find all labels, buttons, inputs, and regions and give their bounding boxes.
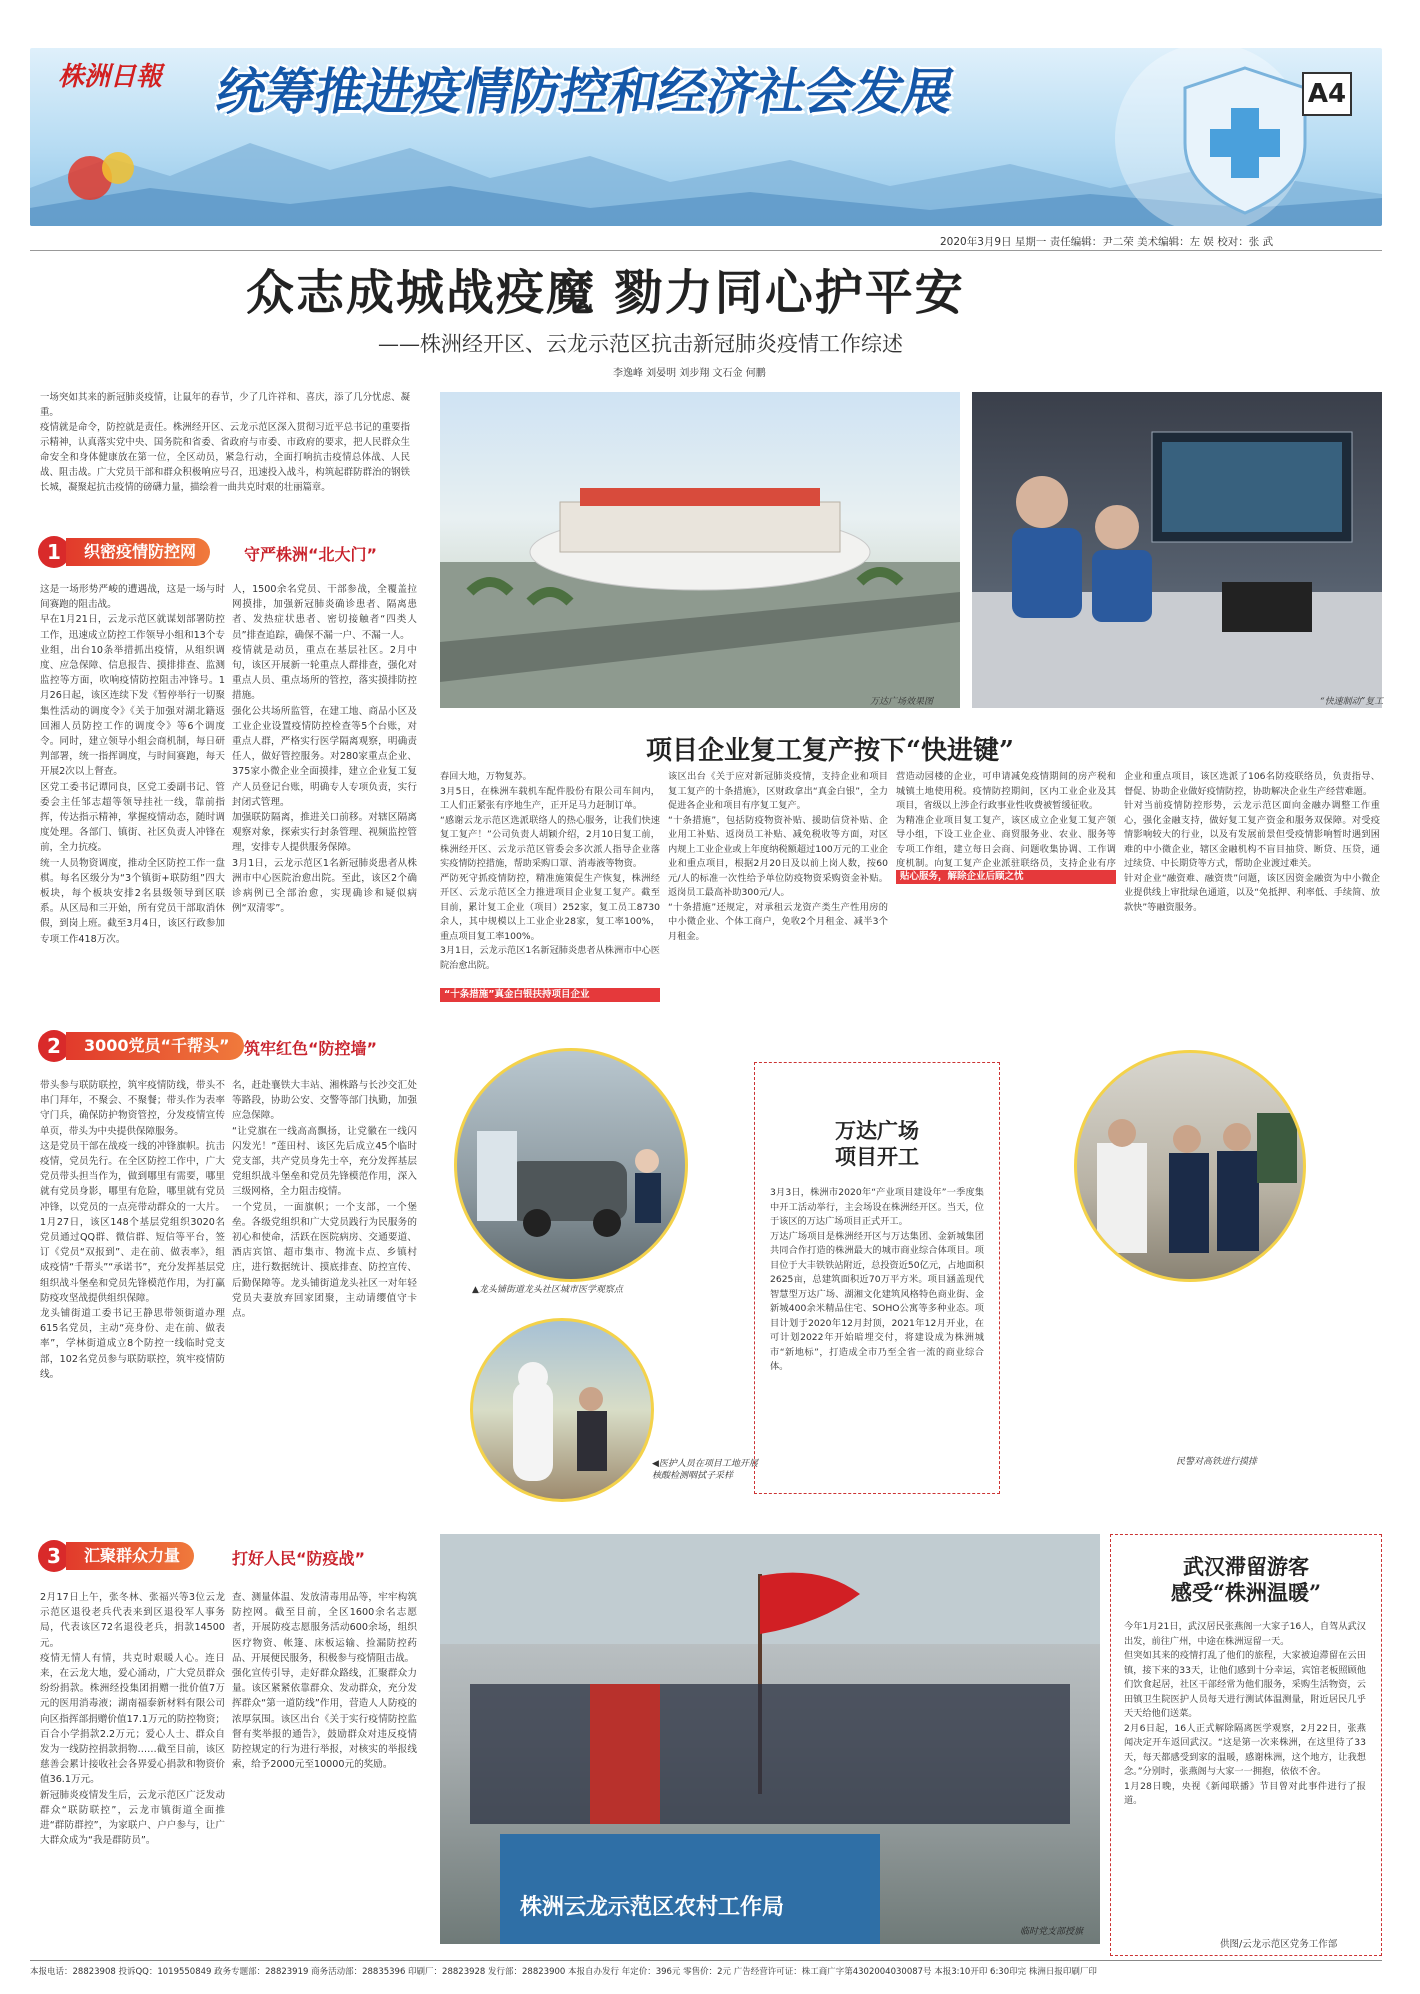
- caption-wanda-render: 万达广场效果图: [870, 697, 934, 707]
- wanda-article-body: 3月3日，株洲市2020年“产业项目建设年”一季度集中开工活动举行，主会场设在株洲经开区。当天，位于该区的万达广场项目正式开工。 万达广场项目是株洲经开区与万达集团、金新城集团共同合作打造的株洲最大的城市商业综合体项目。项目位于大丰铁铁站附近，总投资近50亿元，占地面积2625亩，总建筑面积近70万平方米。项目涵盖现代智慧型万达广场、湖湘文化建筑风格特色商业街、金新城400余米精品住宅、SOHO公寓等多种业态。项目计划于2020年12月封顶，2021年12月开业，在可计划2022年开始暗埋交付，将建设成为株洲城市“新地标”，打造成全市乃至全省一流的商业综合体。: [770, 1187, 984, 1372]
- middle-column-1: 春回大地，万物复苏。 3月5日，在株洲车载机车配件股份有限公司车间内，工人们正紧张有序地生产，正开足马力赶制订单。 “感谢云龙示范区选派联络人的热心服务，让我们快速复工复产！”公司负责人胡颖介绍，2月10日复工前，株洲经开区、云龙示范区管委会多次派人指导企业落实疫情防控措施，帮助采购口罩、消毒液等物资。 严防死守抓疫情防控，精准施策促生产恢复，株洲经开区、云龙示范区全力推进项目企业复工复产。截至目前，累计复工企业（项目）252家，复工员工8730余人，其中规模以上工业企业28家，复工率100%，重点项目复工率100%。 3月1日，云龙示范区1名新冠肺炎患者从株洲市中心医院治愈出院。: [440, 771, 660, 970]
- page-number: A4: [1302, 72, 1352, 116]
- section-1-column-1: 这是一场形势严峻的遭遇战，这是一场与时间赛跑的阻击战。 早在1月21日，云龙示范区就谋划部署防控工作，迅速成立防控工作领导小组和13个专业组，出台10条举措抓出疫情，从组织调度、应急保障、信息报告、摸排排查、监测监控等方面，吹响疫情防控阻击冲锋号。1月26日起，该区连续下发《暂停举行一切聚集性活动的调度令》《关于加强对湖北籍返回湘人员防控工作的调度令》等6个调度令。同时，建立领导小组会商机制，每日研判部署，统一指挥调度，与时间赛跑，每天开展2次以上督查。 区党工委书记谭同良，区党工委副书记、管委会主任邹志超等领导挂社一线，靠前指挥，传达指示精神，掌握疫情动态，随时调度处理。各部门、镇街、社区负责人冲锋在前，全力抗疫。 统一人员物资调度，推动全区防控工作一盘棋。每名区级分为“3个镇街+联防组”四大板块，每个板块安排2名县级领导到区联系。从区局和三开始，所有党员干部取消休假，到岗上班。截至3月4日，该区行政参加专项工作418万次。: [40, 584, 225, 945]
- lead-paragraph: 一场突如其来的新冠肺炎疫情，让鼠年的春节，少了几许祥和、喜庆，添了几分忧虑、凝重。 疫情就是命令，防控就是责任。株洲经开区、云龙示范区深入贯彻习近平总书记的重要指示精神，认真落实党中央、国务院和省委、省政府与市委、市政府的要求，把人民群众生命安全和身体健康放在第一位，全区动员，紧急行动，全面打响抗击疫情总体战、人民战、阻击战。广大党员干部和群众积极响应号召，迅速投入战斗，构筑起群防群治的钢铁长城，凝聚起抗击疫情的磅礴力量，描绘着一曲共克时艰的壮丽篇章。: [40, 392, 410, 493]
- wuhan-title-line-1: 武汉滞留游客: [1183, 1554, 1309, 1579]
- footer: 本报电话：28823908 投诉QQ：1019550849 政务专题部：28823919 商务活动部：28835396 印刷厂：28823928 发行部：28823900 本报自办发行 年定价：396元 零售价：2元 广告经营许可证：株工商广字第4302004030087号 本报3:10开印 6:30印完 株洲日报印刷厂印: [30, 1960, 1382, 1977]
- group-banner-text: 株洲云龙示范区农村工作局: [520, 1895, 785, 1920]
- photo-credit: 供图/云龙示范区党务工作部: [1220, 1939, 1338, 1950]
- middle-highlight-2: 贴心服务，解除企业后顾之忧: [896, 870, 1116, 884]
- caption-group: 临时党支部授旗: [1020, 1927, 1084, 1937]
- wanda-title-line-1: 万达广场: [835, 1118, 919, 1143]
- middle-column-3: 营造动园楼的企业，可申请减免疫情期间的房产税和城镇土地使用税。疫情防控期间，区内工业企业及其项目，省级以上涉企行政事业性收费被暂缓征收。 为精准企业项目复工复产，该区成立企业复工复产领导小组，下设工业企业、商贸服务业、农业、服务等专项工作组，建立每日会商、问题收集协调、工作调度机制。向复工复产企业派驻联络员，支持企业有序: [896, 771, 1116, 869]
- section-3-column-2: 查、测量体温、发放清毒用品等，牢牢构筑防控网。截至目前，全区1600余名志愿者，开展防疫志愿服务活动600余场，组织医疗物资、帐篷、床板运输、捡漏防控药品、开展便民服务，积极参与疫情阻击战。 强化宣传引导，走好群众路线，汇聚群众力量。该区紧紧依靠群众、发动群众，充分发挥群众“第一道防线”作用，营造人人防疫的浓厚氛围。该区出台《关于实行疫情防控监督有奖举报的通告》，鼓励群众对违反疫情防控规定的行为进行举报，对核实的举报线索，给予2000元至10000元的奖励。: [232, 1592, 417, 1771]
- section-1-subtitle: 守严株洲“北大门”: [244, 545, 378, 564]
- wuhan-article-title: [1110, 1554, 1382, 1606]
- headline-main: 众志成城战疫魔 勠力同心护平安: [246, 265, 965, 321]
- banner-title: 统筹推进疫情防控和经济社会发展: [212, 63, 958, 121]
- caption-police: 民警对高铁进行摸排: [1176, 1457, 1258, 1467]
- wanda-article-title: [754, 1118, 1000, 1170]
- wuhan-article-body: 今年1月21日，武汉居民张燕阁一大家子16人，自驾从武汉出发，前往广州，中途在株洲逗留一天。 但突如其来的疫情打乱了他们的旅程，大家被迫滞留在云田镇，接下来的33天，让他们感到十分幸运，宾馆老板照顾他们饮食起居，社区干部经常为他们服务，采购生活物资，云田镇卫生院医护人员每天进行测试体温测量，附近居民几乎天天给他们送菜。 2月6日起，16人正式解除隔离医学观察，2月22日，张燕闻决定开车返回武汉。“这是第一次来株洲，在这里待了33天，每天都感受到家的温暖，感谢株洲，这个地方，让我想念。”分别时，张燕阁与大家一一拥抱，依依不舍。 1月28日晚，央视《新闻联播》节目曾对此事件进行了报道。: [1124, 1621, 1366, 1806]
- headline-sub: ——株洲经开区、云龙示范区抗击新冠肺炎疫情工作综述: [378, 332, 903, 356]
- section-3-subtitle: 打好人民“防疫战”: [232, 1549, 366, 1568]
- section-2-column-2: 名，赶赴襄铁大丰站、湘株路与长沙交汇处等路段，协助公安、交警等部门执勤，加强应急保障。 “让党旗在一线高高飘扬，让党徽在一线闪闪发光！”莲田村、该区先后成立45个临时党支部，共产党员身先士卒，充分发挥基层党组织战斗堡垒和党员先锋模范作用，深入三级网格，全力阻击疫情。 一个党员，一面旗帜；一个支部，一个堡垒。各级党组织和广大党员践行为民服务的初心和使命，活跃在医院病房、交通要道、酒店宾馆、超市集市、物流卡点、乡镇村庄，进行数据统计、摸底排查、防控宣传、后勤保障等。龙头铺街道龙头社区一对年轻党员夫妻放弃回家团聚，主动请缨值守卡点。: [232, 1080, 417, 1320]
- wuhan-title-line-2: 感受“株洲温暖”: [1170, 1580, 1322, 1605]
- section-1-number: 1: [38, 536, 70, 568]
- section-2-column-1: 带头参与联防联控，筑牢疫情防线，带头不串门拜年，不聚会、不聚餐；带头作为表率守门兵，确保防护物资管控，分发疫情宣传单页，带头为中央提供保障服务。 这是党员干部在战疫一线的冲锋旗帜。抗击疫情，党员先行。在全区防控工作中，广大党员带头担当作为，做到哪里有需要，哪里就有党员身影，哪里有危险，哪里就有党员冲锋，以党员的一点亮带动群众的一大片。1月27日，该区148个基层党组织3020名党员通过QQ群、微信群、短信等平台，签订《党员“双报到”、走在前、做表率》，组成疫情“千帮头”“承诺书”，充分发挥基层党组织战斗堡垒和党员先锋模范作用，为打赢防疫攻坚战提供组织保障。 龙头铺街道工委书记王静思带领街道办理615名党员，主动“亮身份、走在前、做表率”，学林街道成立8个防控一线临时党支部，102名党员参与联防联控，筑牢疫情防线。: [40, 1080, 225, 1380]
- factory-control-room-photo: [972, 392, 1382, 708]
- section-3-number: 3: [38, 1540, 70, 1572]
- bylines: 李逸峰 刘晏明 刘步翔 文石金 何鹏: [613, 368, 766, 379]
- section-2-subtitle: 筑牢红色“防控墙”: [244, 1039, 378, 1058]
- section-1-tag: 织密疫情防控网: [66, 538, 210, 566]
- caption-checkpoint: ▲龙头铺街道龙头社区城市医学观察点: [472, 1285, 623, 1295]
- middle-article-title: 项目企业复工复产按下“快进键”: [646, 736, 1014, 766]
- group-flag-photo: [440, 1534, 1100, 1944]
- checkpoint-round-photo: [454, 1048, 688, 1282]
- caption-medical: ◀医护人员在项目工地开展核酸检测咽拭子采样: [652, 1459, 758, 1481]
- section-2-tag: 3000党员“千帮头”: [66, 1032, 244, 1060]
- divider: [30, 250, 1382, 251]
- caption-factory: “快速制动”复工: [1320, 697, 1384, 707]
- newspaper-logo: 株洲日報: [58, 62, 163, 92]
- middle-highlight-1: “十条措施”真金白银扶持项目企业: [440, 988, 660, 1002]
- section-1-column-2: 人，1500余名党员、干部参战，全覆盖拉网摸排，加强新冠肺炎确诊患者、隔离患者、发热症状患者、密切接触者“四类人员”排查追踪，确保不漏一户、不漏一人。 疫情就是动员，重点在基层社区。2月中旬，该区开展新一轮重点人群排查，强化对重点人员、重点场所的管控，落实摸排防控措施。 强化公共场所监管，在建工地、商品小区及工业企业设置疫情防控检查等5个台账，对重点人群，严格实行医学隔离观察，明确责任人，做好管控服务。对280家重点企业、375家小微企业全面摸排，建立企业复工复产人员登记台账，明确专人专项负责，实行封闭式管理。 加强联防隔离，推进关口前移。对辖区隔离观察对象，探索实行封条管理、视频监控管理，安排专人提供服务保障。 3月1日，云龙示范区1名新冠肺炎患者从株洲市中心医院治愈出院。至此，该区2个确诊病例已全部治愈，实现确诊和疑似病例“双清零”。: [232, 584, 417, 915]
- wanda-title-line-2: 项目开工: [835, 1144, 919, 1169]
- section-3-tag: 汇聚群众力量: [66, 1542, 194, 1570]
- editor-line: 2020年3月9日 星期一 责任编辑：尹二荣 美术编辑：左 娱 校对：张 武: [940, 236, 1274, 248]
- section-3-column-1: 2月17日上午，张冬林、张福兴等3位云龙示范区退役老兵代表来到区退役军人事务局，代表该区72名退役老兵，捐款14500元。 疫情无情人有情，共克时艰暖人心。连日来，在云龙大地，爱心涌动，广大党员群众纷纷捐款。株洲经投集团捐赠一批价值7万元的医用消毒液；湖南福泰新材料有限公司向区指挥部捐赠价值17.1万元的防控物资；百合小学捐款2.2万元；爱心人士、群众自发为一线防控捐款捐物……截至目前，该区慈善会累计接收社会各界爱心捐款和物资价值36.1万元。 新冠肺炎疫情发生后，云龙示范区广泛发动群众“联防联控”，云龙市镇街道全面推进“群防群控”，为家联户、户户参与，让广大群众成为“我是群防员”。: [40, 1592, 225, 1847]
- medical-round-photo: [470, 1318, 654, 1502]
- wanda-render-photo: [440, 392, 960, 708]
- middle-column-4: 企业和重点项目，该区选派了106名防疫联络员，负责指导、督促、协助企业做好疫情防控，协助解决企业生产经营难题。 针对当前疫情防控形势，云龙示范区面向金融办调整工作重心，强化金融支持，做好复工复产资金和服务双保障。对受疫情影响较大的行业，以及有发展前景但受疫情影响暂时遇到困难的中小微企业，辖区金融机构不盲目抽贷、断贷、压贷，通过续贷、中长期贷等方式，帮助企业渡过难关。 针对企业“融资难、融资贵”问题，该区因资金融资为中小微企业提供线上审批绿色通道，以及“免抵押、利率低、手续简、放款快”等融资服务。: [1124, 771, 1380, 913]
- section-2-number: 2: [38, 1030, 70, 1062]
- middle-column-2: 该区出台《关于应对新冠肺炎疫情，支持企业和项目复工复产的十条措施》，区财政拿出“真金白银”，全力促进各企业和项目有序复工复产。 “十条措施”，包括防疫物资补贴、援助信贷补贴、企业用工补贴、返岗员工补贴、减免税收等方面，对区内规上工业企业或上年度纳税额超过100万元的工业企业和重点项目，根据2月20日及以前上岗人数，按60元/人的标准一次性给予单位防疫物资采购资金补贴。返岗员工最高补助300元/人。 “十条措施”还规定，对承租云龙资产类生产性用房的中小微企业、个体工商户，免收2个月租金、减半3个月租金。: [668, 771, 888, 942]
- police-round-photo: [1074, 1050, 1306, 1282]
